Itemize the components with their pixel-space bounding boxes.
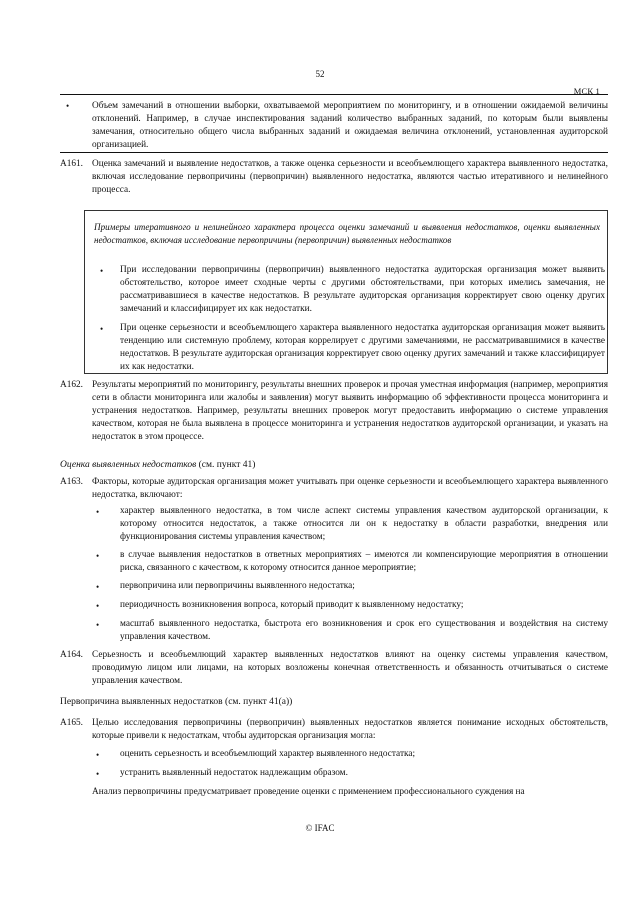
section-heading-reference: (см. пункт 41) — [196, 460, 256, 470]
section-heading-italic: Оценка выявленных недостатков — [60, 460, 197, 470]
section-heading-root-cause: Первопричина выявленных недостатков (см. пункт 41(a)) — [60, 697, 293, 707]
section-heading-evaluation — [60, 454, 255, 472]
paragraph-label-a162: A162. — [60, 380, 83, 390]
paragraph-a161-text: Оценка замечаний и выявление недостатков, а также оценка серьезности и всеобъемлющего характера выявленного недостатка, включая исследование первопричины (первопричин) выявленного недостатка, являются частью итеративного и нелинейного процесса. — [92, 159, 608, 195]
box-bullet-text: При исследовании первопричины (первопричин) выявленного недостатка аудиторская организация может выявить обстоятельство, которое имеет сходные черты с другими обстоятельствами, при которых имелись замечания, не рассматривавшиеся в качестве недостатков. В результате аудиторская организация корректирует свою оценку других замечаний и классифицирует их как недостатки. — [120, 265, 605, 314]
examples-box-title: Примеры итеративного и нелинейного характера процесса оценки замечаний и выявления недостатков, оценки выявленных недостатков, включая исследование первопричины (первопричин) выявленных недостатков — [94, 222, 600, 245]
a163-bullet-text: характер выявленного недостатка, в том числе аспект системы управления качеством аудиторской организации, к которому относится недостаток, а также относится ли он к недостатку в области разработки, внедрения или функционирования системы управления качеством; — [120, 506, 608, 542]
a163-bullet-text: масштаб выявленного недостатка, быстрота его возникновения и срок его существования и воздействия на систему управления качеством. — [120, 619, 608, 642]
bullet-marker: • — [66, 101, 70, 111]
bullet-marker: • — [100, 324, 104, 334]
bottom-rule — [60, 152, 608, 153]
box-bullet-text: При оценке серьезности и всеобъемлющего характера выявленного недостатка аудиторская организация может выявить тенденцию или системную проблему, которая коррелирует с другими замечаниями, не рассматривавшимися в качестве недостатков. В результате аудиторская организация корректирует свою оценку других замечаний и также классифицирует их как недостатки. — [120, 323, 605, 372]
paragraph-a164-text: Серьезность и всеобъемлющий характер выявленных недостатков влияют на оценку системы управления качеством, проводимую лицом или лицами, на которых возложены конечная ответственность и обязанность отчитываться о системе управления качеством. — [92, 650, 608, 686]
bullet-marker: • — [96, 620, 100, 630]
paragraph-label-a164: A164. — [60, 650, 83, 660]
a165-bullet-text: оценить серьезность и всеобъемлющий характер выявленного недостатка; — [120, 749, 416, 759]
top-bullet-text: Объем замечаний в отношении выборки, охватываемой мероприятием по мониторингу, и в отношении ожидаемой величины отклонений. Например, в случае инспектирования заданий количество выбранных заданий, по которым были выявлены замечания, относительно общего числа выбранных заданий и ожидаемая величина отклонений, установленная аудиторской организацией. — [92, 101, 608, 150]
a163-bullet-text: периодичность возникновения вопроса, который приводит к выявленному недостатку; — [120, 600, 464, 610]
paragraph-label-a163: A163. — [60, 477, 83, 487]
a165-bullet-text: устранить выявленный недостаток надлежащим образом. — [120, 768, 348, 778]
paragraph-label-a165: A165. — [60, 718, 83, 728]
paragraph-a165-text: Целью исследования первопричины (первопричин) выявленных недостатков является понимание исходных обстоятельств, которые привели к недостаткам, чтобы аудиторская организация могла: — [92, 718, 608, 741]
a163-bullet-text: в случае выявления недостатков в ответных мероприятиях – имеются ли компенсирующие мероприятия в отношении риска, связанного с качеством, к которому относится данное мероприятие; — [120, 550, 608, 573]
footer-copyright: © IFAC — [305, 823, 335, 833]
bullet-marker: • — [96, 769, 100, 779]
paragraph-a162-text: Результаты мероприятий по мониторингу, результаты внешних проверок и прочая уместная информация (например, мероприятия сети в области мониторинга или жалобы и заявления) могут выявить информацию об эффективности процесса мониторинга и устранения недостатков. Например, результаты внешних проверок могут предоставить информацию о системе управления качеством, которая не была выявлена в процессе мониторинга и устранения недостатков аудиторской организации, и указать на недостаток в этом процессе. — [92, 380, 608, 442]
bullet-marker: • — [96, 601, 100, 611]
top-rule — [60, 94, 608, 95]
paragraph-a163-text: Факторы, которые аудиторская организация может учитывать при оценке серьезности и всеобъемлющего характера выявленного недостатка, включают: — [92, 477, 608, 500]
bullet-marker: • — [96, 582, 100, 592]
a163-bullet-text: первопричина или первопричины выявленного недостатка; — [120, 581, 355, 591]
page-number: 52 — [315, 69, 325, 79]
bullet-marker: • — [100, 266, 104, 276]
bullet-marker: • — [96, 551, 100, 561]
paragraph-label-a161: A161. — [60, 159, 83, 169]
bullet-marker: • — [96, 750, 100, 760]
document-code: МСК 1 — [573, 86, 600, 96]
a165-closing-text: Анализ первопричины предусматривает проведение оценки с применением профессионального суждения на — [92, 787, 525, 797]
bullet-marker: • — [96, 507, 100, 517]
